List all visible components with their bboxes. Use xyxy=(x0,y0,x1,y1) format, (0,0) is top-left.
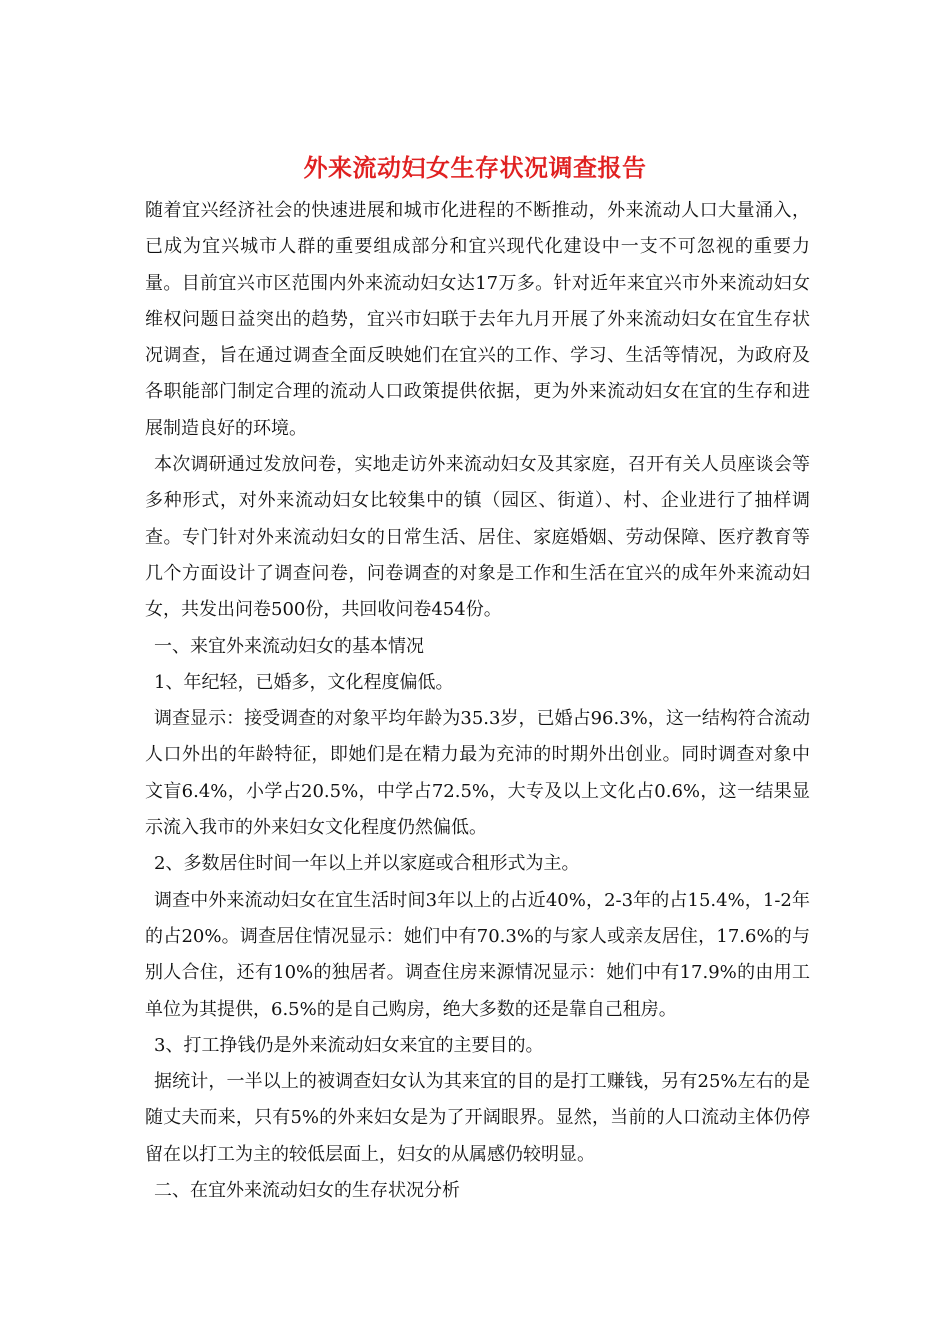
subheading-3: 3、打工挣钱仍是外来流动妇女来宜的主要目的。 xyxy=(154,1034,544,1056)
section-heading-2: 二、在宜外来流动妇女的生存状况分析 xyxy=(154,1180,460,1202)
paragraph-method: 本次调研通过发放问卷，实地走访外来流动妇女及其家庭，召开有关人员座谈会等多种形式，对外来流动妇女比较集中的镇（园区、街道）、村、企业进行了抽样调查。专门针对外来流动妇女的日常生活、居住、家庭婚姻、劳动保障、医疗教育等几个方面设计了调查问卷，问卷调查的对象是工作和生活在宜兴的成年外来流动妇女，共发出问卷500份，共回收问卷454份。 xyxy=(145,454,810,621)
paragraph-residence: 调查中外来流动妇女在宜生活时间3年以上的占近40%，2-3年的占15.4%，1-2年的占20%。调查居住情况显示：她们中有70.3%的与家人或亲友居住，17.6%的与别人合住，还有10%的独居者。调查住房来源情况显示：她们中有17.9%的由用工单位为其提供，6.5%的是自己购房，绝大多数的还是靠自己租房。 xyxy=(145,889,810,1020)
paragraph-age-education: 调查显示：接受调查的对象平均年龄为35.3岁，已婚占96.3%，这一结构符合流动人口外出的年龄特征，即她们是在精力最为充沛的时期外出创业。同时调查对象中文盲6.4%，小学占20.5%，中学占72.5%，大专及以上文化占0.6%，这一结果显示流入我市的外来妇女文化程度仍然偏低。 xyxy=(145,708,810,839)
section-heading-1: 一、来宜外来流动妇女的基本情况 xyxy=(154,635,424,657)
paragraph-intro: 随着宜兴经济社会的快速进展和城市化进程的不断推动，外来流动人口大量涌入，已成为宜兴城市人群的重要组成部分和宜兴现代化建设中一支不可忽视的重要力量。目前宜兴市区范围内外来流动妇女达17万多。针对近年来宜兴市外来流动妇女维权问题日益突出的趋势，宜兴市妇联于去年九月开展了外来流动妇女在宜生存状况调查，旨在通过调查全面反映她们在宜兴的工作、学习、生活等情况，为政府及各职能部门制定合理的流动人口政策提供依据，更为外来流动妇女在宜的生存和进展制造良好的环境。 xyxy=(145,200,810,439)
paragraph-purpose: 据统计，一半以上的被调查妇女认为其来宜的目的是打工赚钱，另有25%左右的是随丈夫而来，只有5%的外来妇女是为了开阔眼界。显然，当前的人口流动主体仍停留在以打工为主的较低层面上，妇女的从属感仍较明显。 xyxy=(145,1071,810,1165)
document-body xyxy=(145,193,810,1209)
subheading-2: 2、多数居住时间一年以上并以家庭或合租形式为主。 xyxy=(154,853,580,875)
subheading-1: 1、年纪轻，已婚多，文化程度偏低。 xyxy=(154,671,454,693)
document-title: 外来流动妇女生存状况调查报告 xyxy=(303,153,647,182)
